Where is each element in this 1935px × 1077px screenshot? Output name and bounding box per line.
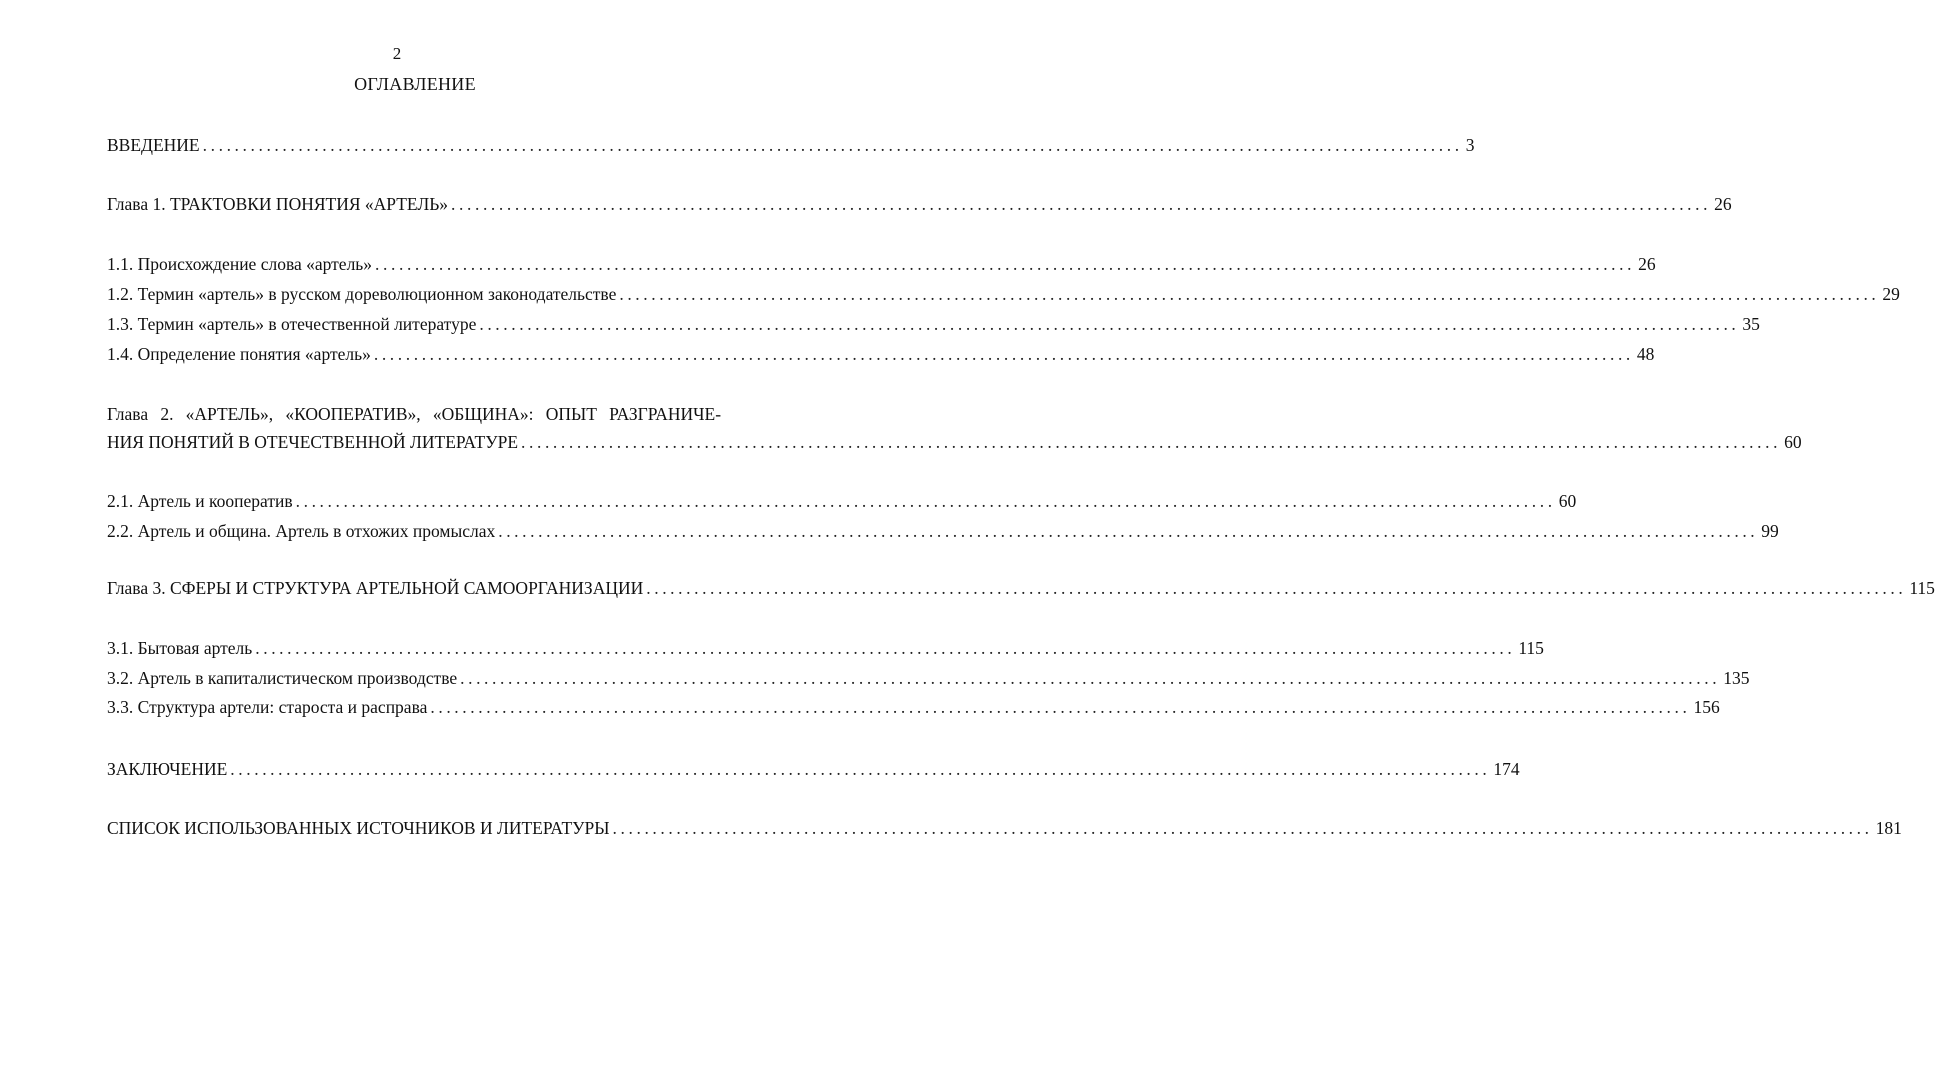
toc-entry-label: 3.2. Артель в капиталистическом производстве [107, 668, 458, 688]
dot-leader: .............................................................................................................................................................. [430, 697, 1691, 717]
dot-leader: .............................................................................................................................................................. [375, 254, 1636, 274]
toc-entry-label-line-1: Глава 2. «АРТЕЛЬ», «КООПЕРАТИВ», «ОБЩИНА»: ОПЫТ РАЗГРАНИЧЕ- [107, 404, 722, 424]
toc-entry-label: 3.3. Структура артели: староста и расправа [107, 697, 428, 717]
toc-entry-page: 60 [1784, 432, 1802, 452]
toc-entry-label: ВВЕДЕНИЕ [107, 135, 200, 155]
toc-entry-label-line-2 [107, 431, 1802, 453]
toc-entry-section-2-1[interactable] [107, 490, 1577, 512]
toc-entry-label: 2.1. Артель и кооператив [107, 491, 293, 511]
toc-entry-chapter-3[interactable] [107, 577, 1935, 599]
toc-entry-label: Глава 1. ТРАКТОВКИ ПОНЯТИЯ «АРТЕЛЬ» [107, 194, 449, 214]
toc-entry-label: НИЯ ПОНЯТИЙ В ОТЕЧЕСТВЕННОЙ ЛИТЕРАТУРЕ [107, 432, 519, 452]
toc-entry-page: 60 [1558, 491, 1577, 511]
toc-entry-page: 26 [1714, 194, 1732, 214]
dot-leader: .............................................................................................................................................................. [230, 759, 1491, 779]
toc-entry-label: ЗАКЛЮЧЕНИЕ [107, 759, 228, 779]
dot-leader: .............................................................................................................................................................. [498, 521, 1759, 541]
toc-entry-page: 3 [1465, 135, 1475, 155]
toc-entry-page: 99 [1761, 521, 1779, 541]
dot-leader: .............................................................................................................................................................. [451, 194, 1712, 214]
toc-entry-label: 3.1. Бытовая артель [107, 638, 253, 658]
toc-entry-page: 48 [1636, 344, 1655, 364]
toc-entry-chapter-1[interactable] [107, 193, 1732, 215]
toc-entry-label: 1.1. Происхождение слова «артель» [107, 254, 373, 274]
dot-leader: .............................................................................................................................................................. [646, 578, 1907, 598]
dot-leader: .............................................................................................................................................................. [295, 491, 1556, 511]
page-number: 2 [392, 44, 402, 63]
toc-entry-label: 1.3. Термин «артель» в отечественной литературе [107, 314, 477, 334]
toc-entry-page: 115 [1518, 638, 1544, 658]
toc-entry-page: 174 [1493, 759, 1520, 779]
dot-leader: .............................................................................................................................................................. [619, 284, 1880, 304]
toc-entry-section-1-3[interactable] [107, 313, 1760, 335]
toc-entry-label: СПИСОК ИСПОЛЬЗОВАННЫХ ИСТОЧНИКОВ И ЛИТЕРАТУРЫ [107, 818, 610, 838]
toc-entry-page: 29 [1882, 284, 1900, 304]
dot-leader: .............................................................................................................................................................. [373, 344, 1634, 364]
toc-entry-section-3-1[interactable] [107, 637, 1544, 659]
dot-leader: .............................................................................................................................................................. [255, 638, 1516, 658]
toc-entry-section-3-3[interactable] [107, 696, 1720, 718]
toc-entry-label: Глава 3. СФЕРЫ И СТРУКТУРА АРТЕЛЬНОЙ САМООРГАНИЗАЦИИ [107, 578, 644, 598]
toc-entry-section-1-2[interactable] [107, 283, 1900, 305]
toc-entry-label: 1.2. Термин «артель» в русском дореволюционном законодательстве [107, 284, 617, 304]
toc-title: ОГЛАВЛЕНИЕ [354, 74, 476, 94]
toc-entry-section-3-2[interactable] [107, 667, 1750, 689]
toc-entry-label: 2.2. Артель и община. Артель в отхожих промыслах [107, 521, 496, 541]
toc-entry-sources[interactable] [107, 817, 1902, 839]
dot-leader: .............................................................................................................................................................. [521, 432, 1782, 452]
toc-entry-conclusion[interactable] [107, 758, 1520, 780]
toc-entry-page: 135 [1723, 668, 1750, 688]
toc-entry-section-1-4[interactable] [107, 343, 1655, 365]
toc-entry-page: 26 [1638, 254, 1656, 274]
toc-entry-section-2-2[interactable] [107, 520, 1779, 542]
dot-leader: .............................................................................................................................................................. [460, 668, 1721, 688]
toc-entry-page: 181 [1875, 818, 1902, 838]
toc-entry-page: 115 [1909, 578, 1935, 598]
toc-entry-page: 35 [1742, 314, 1760, 334]
dot-leader: .............................................................................................................................................................. [202, 135, 1463, 155]
toc-entry-section-1-1[interactable] [107, 253, 1656, 275]
dot-leader: .............................................................................................................................................................. [612, 818, 1873, 838]
toc-entry-page: 156 [1693, 697, 1720, 717]
toc-entry-intro[interactable] [107, 134, 1475, 156]
dot-leader: .............................................................................................................................................................. [479, 314, 1740, 334]
toc-entry-label: 1.4. Определение понятия «артель» [107, 344, 371, 364]
